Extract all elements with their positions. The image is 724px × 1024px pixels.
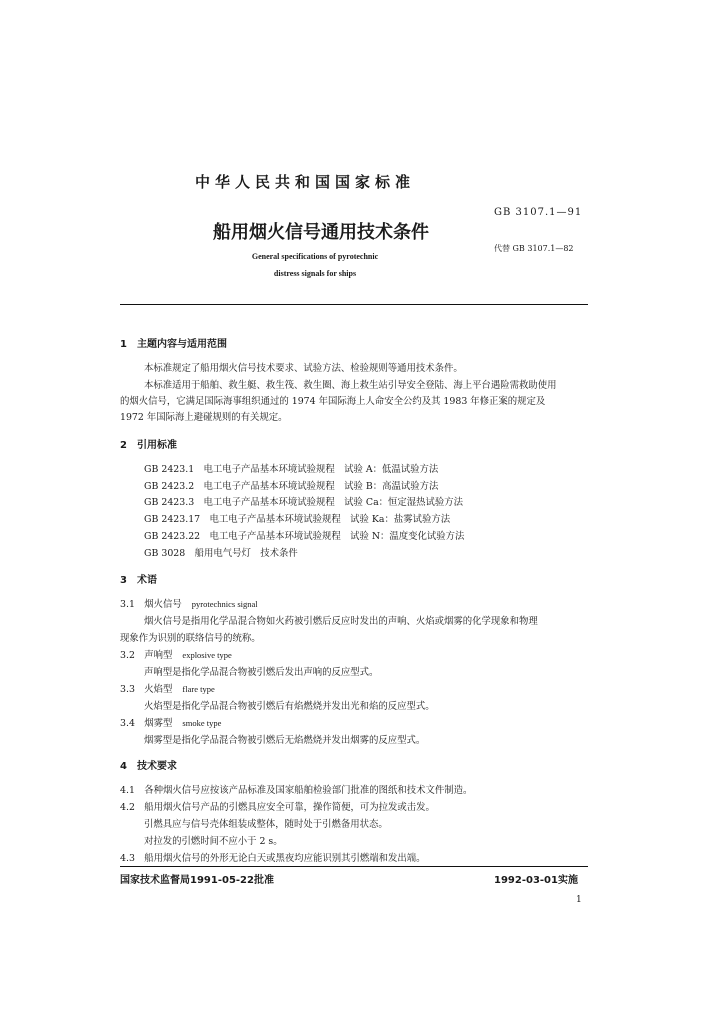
term-3-4-label: 3.4 烟雾型 xyxy=(120,718,173,729)
document-title: 船用烟火信号通用技术条件 xyxy=(213,222,429,243)
reference-item: GB 2423.17 电工电子产品基本环境试验规程 试验 Ka：盐雾试验方法 xyxy=(144,514,451,525)
term-3-4-definition: 烟雾型是指化学品混合物被引燃后无焰燃烧并发出烟雾的反应型式。 xyxy=(144,735,426,746)
standard-code: GB 3107.1—91 xyxy=(494,207,583,218)
requirement-4-2-line-2: 引燃具应与信号壳体组装成整体，随时处于引燃备用状态。 xyxy=(144,819,388,830)
term-3-3-definition: 火焰型是指化学品混合物被引燃后有焰燃烧并发出光和焰的反应型式。 xyxy=(144,701,435,712)
reference-item: GB 2423.1 电工电子产品基本环境试验规程 试验 A：低温试验方法 xyxy=(144,464,439,475)
term-3-1 xyxy=(120,596,258,610)
section-1-paragraph-2-line-3: 1972 年国际海上避碰规则的有关规定。 xyxy=(120,412,288,423)
page-number: 1 xyxy=(576,895,582,905)
header-divider xyxy=(120,304,588,305)
term-3-4-english: smoke type xyxy=(182,718,222,728)
approval-date: 国家技术监督局1991-05-22批准 xyxy=(120,875,274,886)
term-3-3-english: flare type xyxy=(182,684,215,694)
requirement-4-2: 4.2 船用烟火信号产品的引燃具应安全可靠，操作简便，可为拉发或击发。 xyxy=(120,802,435,813)
reference-item: GB 2423.3 电工电子产品基本环境试验规程 试验 Ca：恒定湿热试验方法 xyxy=(144,497,464,508)
section-1-paragraph-2-line-2: 的烟火信号，它满足国际海事组织通过的 1974 年国际海上人命安全公约及其 1983 年修正案的规定及 xyxy=(120,396,546,407)
term-3-4 xyxy=(120,715,221,729)
term-3-3-label: 3.3 火焰型 xyxy=(120,684,173,695)
requirement-4-1: 4.1 各种烟火信号应按该产品标准及国家船舶检验部门批准的图纸和技术文件制造。 xyxy=(120,785,473,796)
english-title-line-1: General specifications of pyrotechnic xyxy=(251,252,379,261)
section-4-heading: 4 技术要求 xyxy=(120,761,177,772)
national-standard-heading: 中华人民共和国国家标准 xyxy=(194,173,415,191)
requirement-4-2-line-3: 对拉发的引燃时间不应小于 2 s。 xyxy=(144,836,283,847)
effective-date: 1992-03-01实施 xyxy=(494,875,578,886)
section-1-paragraph-2-line-1: 本标准适用于船舶、救生艇、救生筏、救生圈、海上救生站引导安全登陆、海上平台遇险需救助使用 xyxy=(144,380,557,391)
term-3-1-definition-line-2: 现象作为识别的联络信号的统称。 xyxy=(120,633,261,644)
term-3-3 xyxy=(120,681,215,695)
term-3-2-label: 3.2 声响型 xyxy=(120,650,173,661)
term-3-2 xyxy=(120,647,232,661)
reference-item: GB 2423.2 电工电子产品基本环境试验规程 试验 B：高温试验方法 xyxy=(144,481,439,492)
term-3-1-label: 3.1 烟火信号 xyxy=(120,599,182,610)
requirement-4-3: 4.3 船用烟火信号的外形无论白天或黑夜均应能识别其引燃端和发出端。 xyxy=(120,853,426,864)
replaces-note: 代替 GB 3107.1—82 xyxy=(494,244,574,253)
reference-item: GB 2423.22 电工电子产品基本环境试验规程 试验 N：温度变化试验方法 xyxy=(144,531,465,542)
english-title-line-2: distress signals for ships xyxy=(273,269,357,278)
section-1-paragraph-1: 本标准规定了船用烟火信号技术要求、试验方法、检验规则等通用技术条件。 xyxy=(144,363,463,374)
term-3-2-english: explosive type xyxy=(182,650,232,660)
term-3-2-definition: 声响型是指化学品混合物被引燃后发出声响的反应型式。 xyxy=(144,667,379,678)
reference-item: GB 3028 船用电气号灯 技术条件 xyxy=(144,548,298,559)
term-3-1-definition-line-1: 烟火信号是指用化学品混合物如火药被引燃后反应时发出的声响、火焰或烟雾的化学现象和物理 xyxy=(144,616,538,627)
section-2-heading: 2 引用标准 xyxy=(120,440,177,451)
footer-divider xyxy=(120,866,588,867)
section-1-heading: 1 主题内容与适用范围 xyxy=(120,339,227,350)
section-3-heading: 3 术语 xyxy=(120,575,157,586)
term-3-1-english: pyrotechnics signal xyxy=(191,599,258,609)
